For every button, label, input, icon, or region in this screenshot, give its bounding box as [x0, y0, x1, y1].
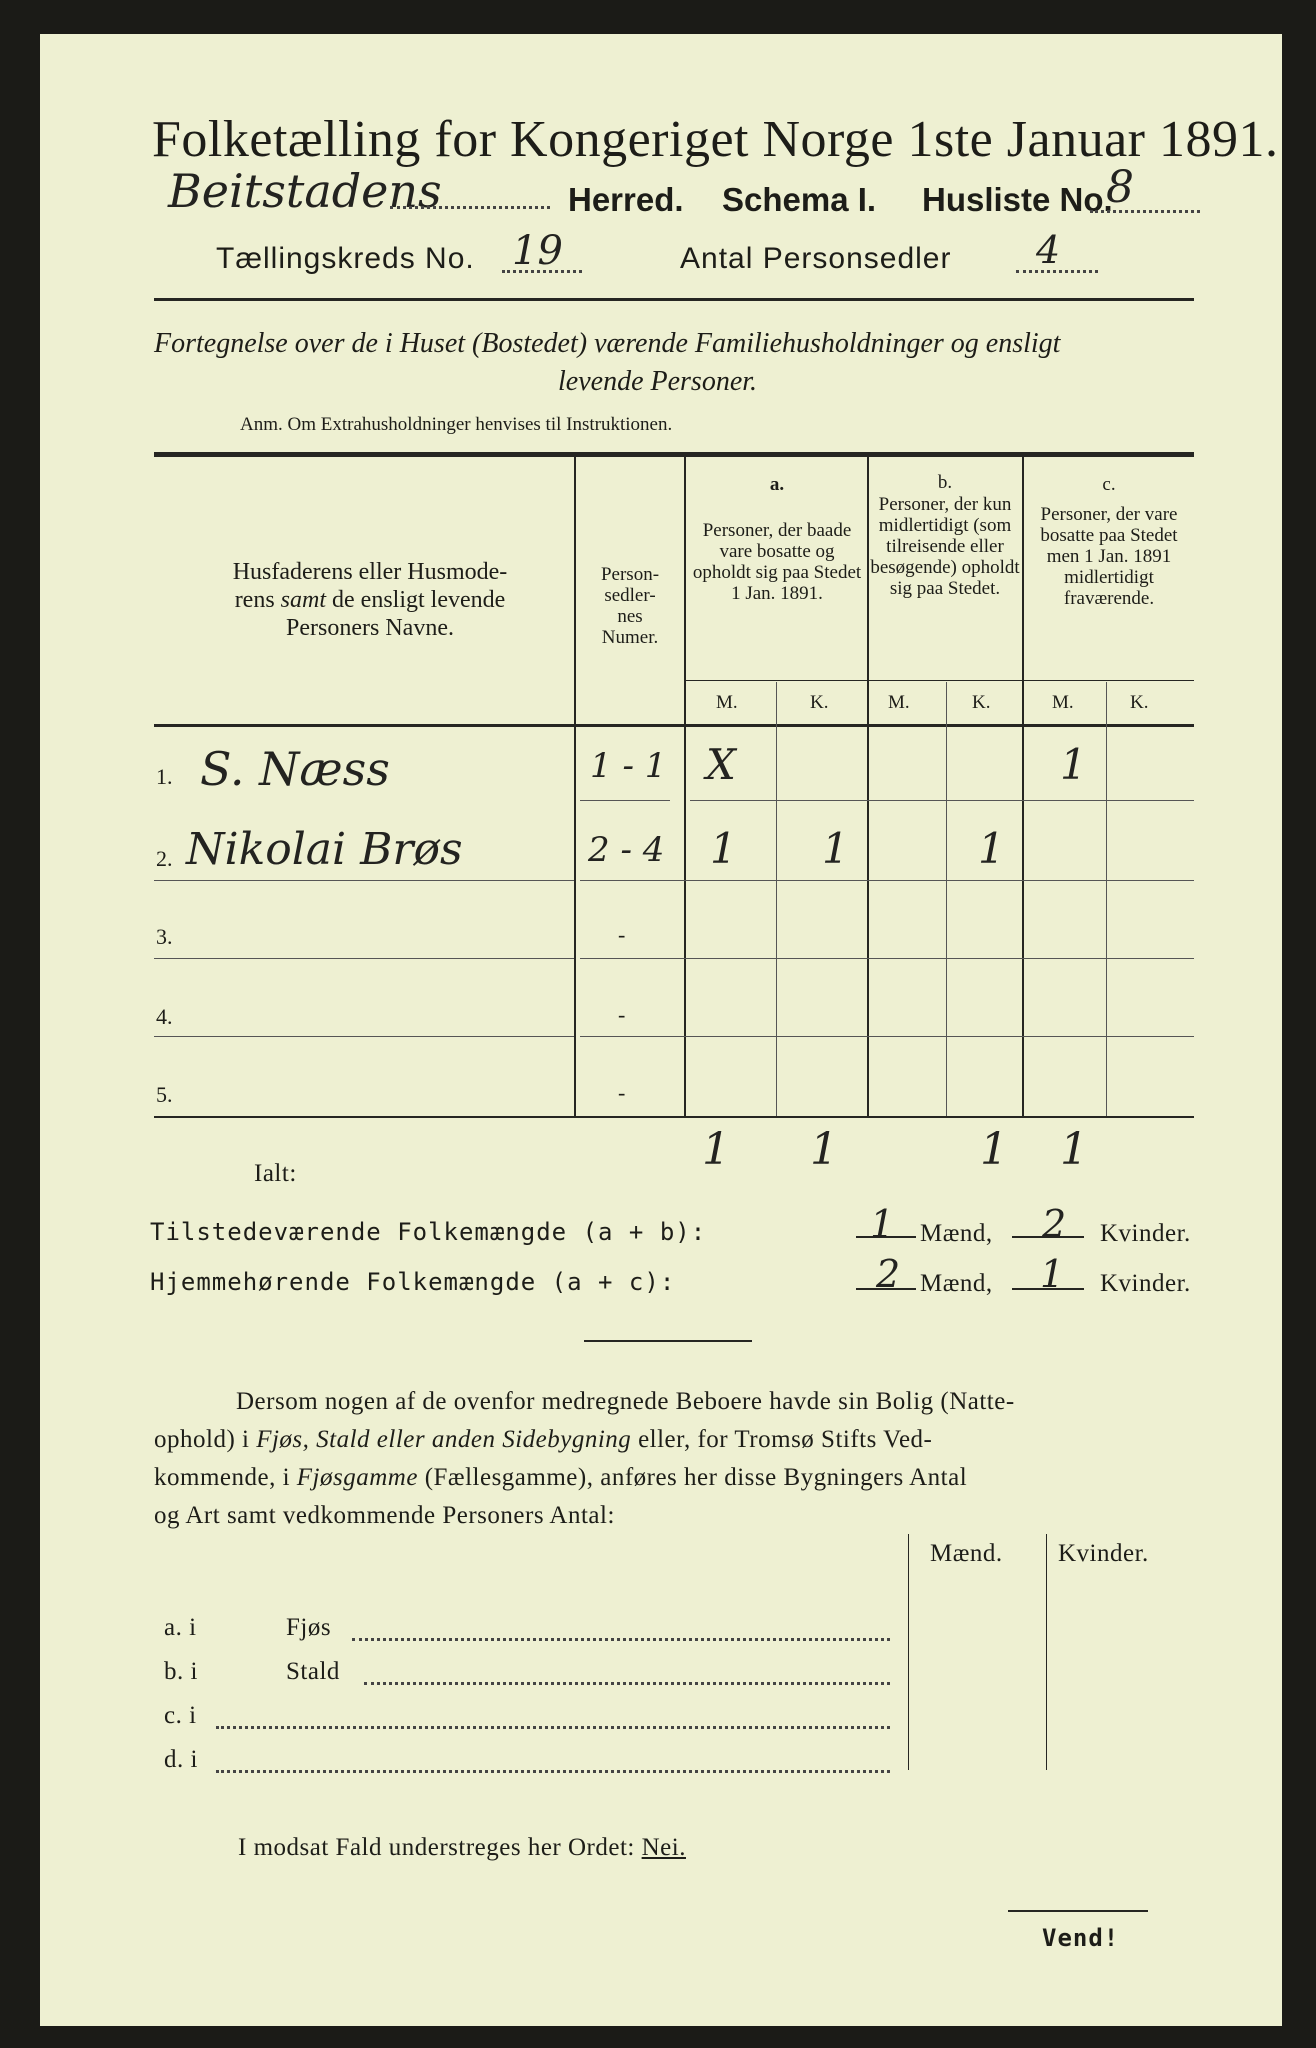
- header-names-line-1: Husfaderens eller Husmode-: [232, 559, 508, 585]
- buildings-line-3: kommende, i Fjøsgamme (Fællesgamme), anføres her disse Bygningers Antal: [154, 1464, 968, 1491]
- hjemme-label: Hjemmehørende Folkemængde (a + c):: [150, 1268, 676, 1296]
- col-divider-a: [867, 454, 869, 1116]
- b-m-label: M.: [888, 692, 910, 713]
- modsat-note: I modsat Fald understreges her Ordet: Nei.: [238, 1834, 686, 1861]
- a-m-label: M.: [716, 692, 738, 713]
- husliste-number: 8: [1106, 162, 1134, 213]
- a-mk-divider: [776, 682, 777, 1116]
- building-row-label: c. i: [164, 1702, 197, 1729]
- row-underline: [690, 800, 1194, 801]
- husliste-label: Husliste No.: [922, 181, 1113, 218]
- form-title: Folketælling for Kongeriget Norge 1ste Januar 1891.: [152, 111, 1279, 168]
- row-numer: -: [618, 1080, 626, 1105]
- row-name: S. Næss: [200, 742, 390, 796]
- herred-dotted-line: [390, 206, 550, 209]
- table-body-bottom-rule: [154, 1116, 1194, 1118]
- building-row-dots: [352, 1638, 890, 1641]
- ialt-a-m: 1: [702, 1124, 730, 1175]
- personsedler-number: 4: [1036, 228, 1061, 272]
- building-row-dots: [364, 1682, 890, 1685]
- buildings-col-divider-right: [1046, 1534, 1047, 1770]
- row-number: 3.: [156, 924, 173, 949]
- hjemme-maend-value: 2: [876, 1252, 901, 1296]
- table-top-rule: [154, 452, 1194, 457]
- buildings-col-divider-left: [908, 1534, 909, 1770]
- row-underline: [154, 958, 574, 959]
- header-names-line-2: rens samt de ensligt levende: [234, 587, 506, 613]
- a-k-label: K.: [810, 692, 829, 713]
- header-a-letter: a.: [769, 474, 785, 495]
- col-divider-b: [1022, 454, 1024, 1116]
- row-underline: [154, 1036, 574, 1037]
- ialt-b-k: 1: [980, 1124, 1008, 1175]
- col-divider-names: [574, 454, 576, 1116]
- herred-handwritten: Beitstadens: [168, 164, 442, 218]
- hjemme-maend-word: Mænd,: [920, 1270, 993, 1297]
- row-number: 2.: [156, 846, 173, 871]
- table-header-bottom-rule: [154, 724, 1194, 727]
- row-number: 4.: [156, 1004, 173, 1029]
- kreds-number: 19: [512, 228, 563, 274]
- buildings-line-1: Dersom nogen af de ovenfor medregnede Beboere havde sin Bolig (Natte-: [236, 1388, 1015, 1415]
- row-underline: [580, 800, 670, 801]
- row-underline: [580, 880, 1194, 881]
- row-underline: [580, 958, 1194, 959]
- row-underline: [580, 1036, 1194, 1037]
- kreds-dotted-line: [502, 270, 582, 273]
- buildings-col-kvinder: Kvinder.: [1058, 1540, 1149, 1567]
- col-divider-numer: [684, 454, 686, 1116]
- row-a-m: 1: [710, 824, 737, 873]
- header-b-letter: b.: [937, 472, 953, 493]
- section-divider: [584, 1340, 752, 1342]
- b-k-label: K.: [972, 692, 991, 713]
- tilstede-label: Tilstedeværende Folkemængde (a + b):: [150, 1218, 707, 1246]
- kreds-label: Tællingskreds No.: [216, 242, 475, 275]
- personsedler-dotted-line: [1016, 270, 1098, 273]
- tilstede-kvinder-word: Kvinder.: [1100, 1220, 1191, 1247]
- header-c-text: Personer, der vare bosatte paa Stedet men 1 Jan. 1891 midlertidigt fraværende.: [1040, 504, 1178, 609]
- hjemme-kvinder-word: Kvinder.: [1100, 1270, 1191, 1297]
- intro-line-1: Fortegnelse over de i Huset (Bostedet) værende Familiehusholdninger og ensligt: [154, 328, 1061, 359]
- building-row-dots: [216, 1726, 890, 1729]
- row-numer: 1 - 1: [590, 746, 667, 786]
- row-a-k: 1: [822, 824, 849, 873]
- schema-label: Schema I.: [722, 181, 877, 218]
- tilstede-maend-value: 1: [870, 1202, 895, 1246]
- tilstede-maend-word: Mænd,: [920, 1220, 993, 1247]
- header-divider: [154, 298, 1194, 301]
- mk-top-rule: [686, 680, 1194, 681]
- anm-note: Anm. Om Extrahusholdninger henvises til Instruktionen.: [240, 414, 673, 435]
- row-number: 1.: [156, 764, 173, 789]
- header-b-text: Personer, der kun midlertidigt (som tilreisende eller besøgende) opholdt sig paa Stedet.: [870, 494, 1020, 599]
- husliste-dotted-line: [1090, 210, 1200, 213]
- herred-label: Herred.: [568, 181, 684, 218]
- row-b-k: 1: [978, 824, 1005, 873]
- vend-label: Vend!: [1042, 1924, 1120, 1952]
- row-name: Nikolai Brøs: [186, 824, 463, 875]
- ialt-a-k: 1: [810, 1124, 838, 1175]
- row-c-m: 1: [1060, 740, 1087, 789]
- c-m-label: M.: [1052, 692, 1074, 713]
- c-k-label: K.: [1130, 692, 1149, 713]
- intro-line-2: levende Personer.: [558, 366, 758, 397]
- personsedler-label: Antal Personsedler: [680, 242, 952, 275]
- hjemme-kvinder-value: 1: [1040, 1252, 1065, 1296]
- row-numer: -: [618, 1002, 626, 1027]
- census-form-sheet: [40, 34, 1282, 2026]
- building-row-dots: [216, 1770, 890, 1773]
- buildings-col-maend: Mænd.: [930, 1540, 1003, 1567]
- row-underline: [154, 880, 574, 881]
- header-c-letter: c.: [1102, 474, 1116, 495]
- buildings-line-4: og Art samt vedkommende Personers Antal:: [154, 1502, 615, 1529]
- ialt-label: Ialt:: [254, 1160, 297, 1187]
- header-names-line-3: Personers Navne.: [286, 615, 454, 641]
- c-mk-divider: [1106, 682, 1107, 1116]
- row-numer: 2 - 4: [588, 830, 665, 870]
- header-a-text: Personer, der baade vare bosatte og opholdt sig paa Stedet 1 Jan. 1891.: [692, 520, 862, 604]
- header-numer: Person- sedler- nes Numer.: [600, 564, 660, 648]
- buildings-line-2: ophold) i Fjøs, Stald eller anden Sidebygning eller, for Tromsø Stifts Ved-: [154, 1426, 933, 1453]
- header-names: [170, 558, 570, 642]
- row-number: 5.: [156, 1082, 173, 1107]
- building-row-text: Stald: [286, 1658, 340, 1685]
- row-numer: -: [618, 922, 626, 947]
- nei-word: Nei.: [641, 1834, 686, 1861]
- b-mk-divider: [946, 682, 947, 1116]
- tilstede-kvinder-value: 2: [1042, 1202, 1067, 1246]
- building-row-text: Fjøs: [286, 1614, 332, 1641]
- building-row-label: d. i: [164, 1746, 198, 1773]
- building-row-label: b. i: [164, 1658, 198, 1685]
- row-a-m: X: [706, 740, 736, 789]
- building-row-label: a. i: [164, 1614, 197, 1641]
- ialt-c-m: 1: [1060, 1124, 1088, 1175]
- vend-rule: [1008, 1910, 1148, 1912]
